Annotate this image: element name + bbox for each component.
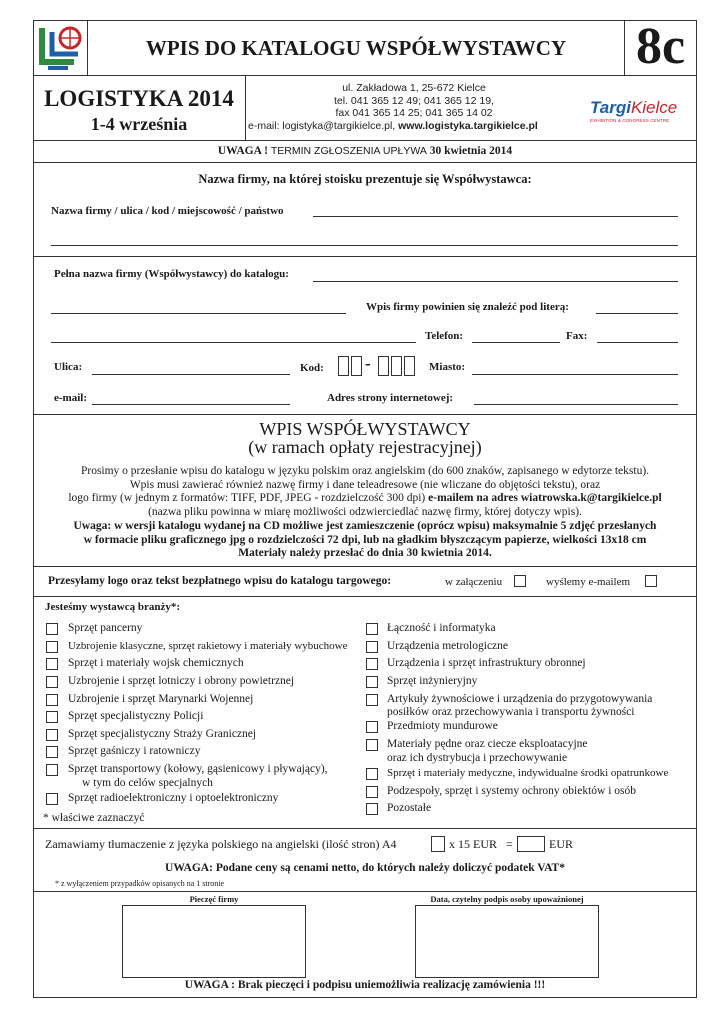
industry-option: Sprzęt transportowy (kołowy, gąsienicowy i pływający), [68, 763, 328, 775]
full-name-field[interactable] [313, 281, 678, 282]
email-field[interactable] [92, 404, 290, 405]
translation-label: Zamawiamy tłumaczenie z języka polskiego na angielski (ilość stron) A4 [45, 837, 397, 851]
industry-checkbox[interactable] [366, 676, 378, 688]
industry-option: Sprzęt specjalistyczny Straży Granicznej [68, 728, 257, 740]
street-label: Ulica: [54, 361, 83, 373]
deadline-text: TERMIN ZGŁOSZENIA UPŁYWA [270, 145, 427, 157]
industry-option: Sprzęt pancerny [68, 622, 143, 634]
industry-option: Sprzęt radioelektroniczny i optoelektroniczny [68, 792, 279, 804]
industry-option: Urządzenia i sprzęt infrastruktury obronnej [387, 657, 586, 669]
industry-checkbox[interactable] [46, 641, 58, 653]
industry-checkbox[interactable] [366, 694, 378, 706]
vat-footnote: * z wyłączeniem przypadków opisanych na 1 stronie [55, 879, 225, 888]
event-logo [38, 24, 84, 72]
option-attached-label: w załączeniu [445, 576, 503, 588]
website-label: Adres strony internetowej: [327, 392, 454, 404]
option-attached-checkbox[interactable] [514, 575, 526, 587]
instruction-line: w formacie pliku graficznego jpg o rozdzielczości 72 dpi, lub na gładkim błyszczącym papierze, wielkości 13x18 cm [83, 533, 647, 546]
industry-option: Sprzęt specjalistyczny Policji [68, 710, 204, 722]
company-name-field[interactable] [313, 216, 678, 217]
letter-label: Wpis firmy powinien się znaleźć pod literą: [366, 301, 569, 313]
fax-label: Fax: [566, 330, 588, 342]
signature-warning: UWAGA : Brak pieczęci i podpisu uniemożliwia realizację zamówienia !!! [184, 979, 546, 991]
industry-checkbox[interactable] [46, 694, 58, 706]
industry-option: Przedmioty mundurowe [387, 720, 498, 732]
deadline-label: UWAGA ! [217, 145, 268, 157]
industry-option: Sprzęt i materiały wojsk chemicznych [68, 657, 244, 669]
industry-checkbox[interactable] [366, 658, 378, 670]
industry-option: Sprzęt inżynieryjny [387, 675, 478, 687]
industry-option: Sprzęt i materiały medyczne, indywidualne środki opatrunkowe [387, 767, 669, 779]
industry-heading: Jesteśmy wystawcą branży*: [45, 601, 181, 613]
brand-name-bold: Targi [590, 98, 631, 117]
logo-send-label: Przesyłamy logo oraz tekst bezpłatnego wpisu do katalogu targowego: [48, 575, 392, 587]
signature-label: Data, czytelny podpis osoby upoważnionej [430, 894, 584, 904]
instruction-line: logo firmy (w jednym z formatów: TIFF, PDF, JPEG - rozdzielczość 300 dpi) [68, 492, 429, 505]
deadline-date: 30 kwietnia 2014 [429, 145, 513, 157]
industry-checkbox[interactable] [366, 803, 378, 815]
industry-option: Materiały pędne oraz ciecze eksploatacyjne [387, 738, 588, 750]
entry-subtitle: (w ramach opłaty rejestracyjnej) [248, 437, 482, 457]
entry-instructions [35, 465, 695, 561]
organizer-email[interactable]: e-mail: logistyka@targikielce.pl, [248, 119, 399, 132]
industry-checkbox[interactable] [366, 739, 378, 751]
industry-footnote: * właściwe zaznaczyć [43, 812, 145, 824]
translation-equals: = [506, 837, 513, 851]
industry-checkbox[interactable] [46, 793, 58, 805]
industry-checkbox[interactable] [366, 768, 378, 780]
phone-line: tel. 041 365 12 49; 041 365 12 19, [334, 94, 494, 107]
phone-field[interactable] [472, 342, 560, 343]
industry-option: Artykuły żywnościowe i urządzenia do przygotowywania [387, 693, 653, 705]
instruction-line: Uwaga: w wersji katalogu wydanej na CD możliwe jest zamieszczenie (oprócz wpisu) maksymalnie 5 zdjęć przesłanych [73, 519, 657, 532]
industry-checkbox[interactable] [46, 658, 58, 670]
full-name-label: Pełna nazwa firmy (Współwystawcy) do katalogu: [54, 268, 289, 280]
event-dates: 1-4 września [90, 114, 188, 134]
industry-checkbox[interactable] [366, 623, 378, 635]
industry-checkbox[interactable] [46, 764, 58, 776]
phone-label: Telefon: [425, 330, 464, 342]
industry-checkbox[interactable] [46, 729, 58, 741]
email-label: e-mail: [54, 392, 87, 404]
stamp-label: Pieczęć firmy [189, 894, 239, 904]
industry-checkbox[interactable] [46, 711, 58, 723]
industry-option-continued: posiłków oraz przechowywania i transportu żywności [387, 706, 635, 718]
industry-option: Pozostałe [387, 802, 432, 814]
letter-field[interactable] [596, 313, 678, 314]
company-label: Nazwa firmy / ulica / kod / miejscowość / państwo [51, 205, 284, 217]
industry-option-continued: oraz ich dystrybucja i przechowywanie [387, 752, 568, 764]
industry-checkbox[interactable] [366, 786, 378, 798]
industry-checkbox[interactable] [366, 721, 378, 733]
postal-code-dash: - [365, 354, 371, 373]
entry-title: WPIS WSPÓŁWYSTAWCY [259, 419, 471, 439]
industry-option-continued: w tym do celów specjalnych [82, 777, 213, 789]
industry-option: Łączność i informatyka [387, 622, 496, 634]
option-email-label: wyślemy e-mailem [546, 576, 631, 588]
instruction-line: Wpis musi zawierać również nazwę firmy i dane teleadresowe (nie wliczane do objętości tekstu), oraz [129, 478, 601, 491]
company-address-field[interactable] [51, 245, 678, 246]
instruction-line: Materiały należy przesłać do dnia 30 kwietnia 2014. [238, 547, 492, 560]
instruction-line: Prosimy o przesłanie wpisu do katalogu w języku polskim oraz angielskim (do 600 znaków, zapisanego w edytorze tekstu). [80, 465, 650, 477]
translation-total-field[interactable] [517, 836, 545, 852]
brand-name-light: Kielce [630, 98, 678, 117]
submission-email[interactable]: e-mailem na adres wiatrowska.k@targikielce.pl [428, 492, 662, 505]
instruction-line: (nazwa pliku powinna w miarę możliwości odzwierciedlać nazwę firmy, której dotyczy wpis). [148, 506, 582, 519]
industry-option: Uzbrojenie klasyczne, sprzęt rakietowy i materiały wybuchowe [68, 640, 348, 652]
page-title: WPIS DO KATALOGU WSPÓŁWYSTAWCY [145, 36, 567, 60]
industry-checkbox[interactable] [366, 641, 378, 653]
industry-option: Sprzęt gaśniczy i ratowniczy [68, 745, 201, 757]
industry-option: Podzespoły, sprzęt i systemy ochrony obiektów i osób [387, 785, 637, 797]
industry-checkbox[interactable] [46, 746, 58, 758]
city-field[interactable] [472, 374, 678, 375]
address-line: ul. Zakładowa 1, 25-672 Kielce [342, 82, 486, 94]
brand-tagline: EXHIBITION & CONGRESS CENTRE [590, 118, 670, 123]
industry-checkbox[interactable] [46, 676, 58, 688]
organizer-address [246, 82, 582, 132]
form-number: 8c [635, 18, 686, 75]
city-label: Miasto: [429, 361, 466, 373]
translation-rate: x 15 EUR [449, 837, 497, 851]
code-label: Kod: [300, 362, 324, 374]
industry-option: Urządzenia metrologiczne [387, 640, 509, 652]
website-field[interactable] [474, 404, 678, 405]
signature-box[interactable] [415, 905, 599, 978]
industry-option: Uzbrojenie i sprzęt lotniczy i obrony powietrznej [68, 675, 295, 687]
vat-note: UWAGA: Podane ceny są cenami netto, do których należy doliczyć podatek VAT* [165, 862, 565, 874]
company-heading: Nazwa firmy, na której stoisku prezentuje się Współwystawca: [198, 172, 532, 186]
fax-field[interactable] [597, 342, 678, 343]
brand-logo [590, 98, 690, 123]
full-name-field-3[interactable] [51, 342, 416, 343]
industry-checkbox[interactable] [46, 623, 58, 635]
translation-currency: EUR [549, 837, 573, 851]
option-email-checkbox[interactable] [645, 575, 657, 587]
street-field[interactable] [92, 374, 290, 375]
translation-pages-field[interactable] [431, 836, 445, 852]
company-stamp-box[interactable] [122, 905, 306, 978]
event-name: LOGISTYKA 2014 [44, 86, 234, 111]
full-name-field-2[interactable] [51, 313, 346, 314]
organizer-website[interactable]: www.logistyka.targikielce.pl [398, 119, 538, 132]
deadline-notice [33, 145, 697, 157]
fax-line: fax 041 365 14 25; 041 365 14 02 [335, 107, 493, 119]
industry-option: Uzbrojenie i sprzęt Marynarki Wojennej [68, 693, 254, 705]
